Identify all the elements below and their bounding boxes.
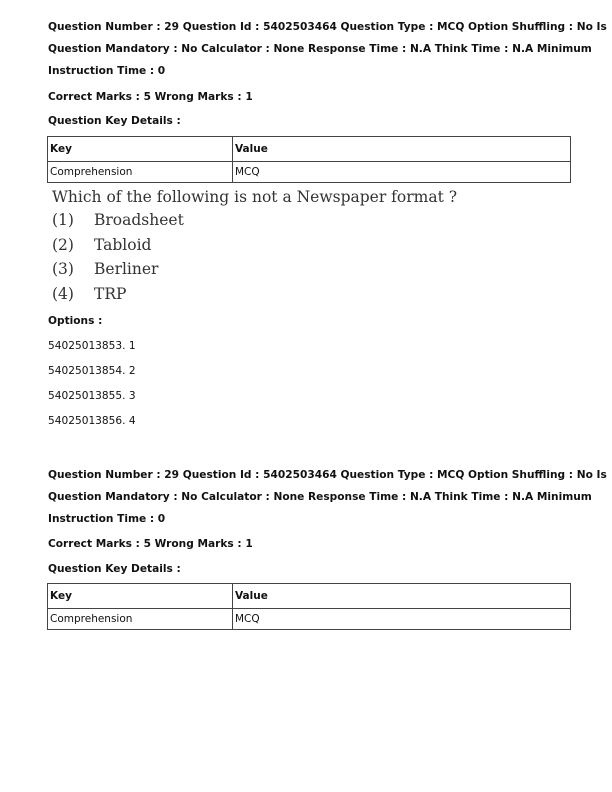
table-header-key: Key <box>48 137 233 162</box>
question-marks: Correct Marks : 5 Wrong Marks : 1 <box>48 538 253 550</box>
table-header-row <box>48 584 571 609</box>
table-header-value: Value <box>233 137 571 162</box>
option-id-item: 54025013855. 3 <box>48 390 136 402</box>
question-option <box>52 282 472 307</box>
question-option-label: Tabloid <box>94 235 152 254</box>
table-cell-key: Comprehension <box>48 162 233 183</box>
question-option-number: (2) <box>52 235 74 254</box>
question-option-label: Berliner <box>94 260 159 278</box>
question-meta-line-3: Instruction Time : 0 <box>48 513 166 525</box>
table-cell-value: MCQ <box>233 162 571 183</box>
question-body <box>52 186 472 306</box>
option-id-item: 54025013856. 4 <box>48 415 136 427</box>
option-id-item: 54025013854. 2 <box>48 365 136 377</box>
question-key-details-title: Question Key Details : <box>48 115 181 127</box>
table-cell-value: MCQ <box>233 609 571 630</box>
options-title: Options : <box>48 315 103 327</box>
table-header-key: Key <box>48 584 233 609</box>
question-option <box>52 257 472 282</box>
question-key-table <box>47 136 571 183</box>
table-header-row <box>48 137 571 162</box>
question-option-number: (1) <box>52 211 74 229</box>
option-id-item: 54025013853. 1 <box>48 340 136 352</box>
question-option <box>52 233 472 258</box>
question-option-number: (3) <box>52 260 74 278</box>
question-meta-line-1: Question Number : 29 Question Id : 5402503464 Question Type : MCQ Option Shuffling : No Is <box>48 21 607 33</box>
question-marks: Correct Marks : 5 Wrong Marks : 1 <box>48 91 253 103</box>
table-header-value: Value <box>233 584 571 609</box>
question-key-table <box>47 583 571 630</box>
question-option-label: TRP <box>94 284 127 303</box>
question-meta-line-2: Question Mandatory : No Calculator : None Response Time : N.A Think Time : N.A Minimum <box>48 491 592 503</box>
question-meta-line-1: Question Number : 29 Question Id : 5402503464 Question Type : MCQ Option Shuffling : No Is <box>48 469 607 481</box>
question-option-number: (4) <box>52 284 74 303</box>
question-option-label: Broadsheet <box>94 211 184 229</box>
table-row <box>48 162 571 183</box>
question-option <box>52 208 472 233</box>
question-text: Which of the following is not a Newspaper format ? <box>52 188 458 206</box>
question-meta-line-3: Instruction Time : 0 <box>48 65 166 77</box>
question-meta-line-2: Question Mandatory : No Calculator : None Response Time : N.A Think Time : N.A Minimum <box>48 43 592 55</box>
question-key-details-title: Question Key Details : <box>48 563 181 575</box>
table-row <box>48 609 571 630</box>
table-cell-key: Comprehension <box>48 609 233 630</box>
